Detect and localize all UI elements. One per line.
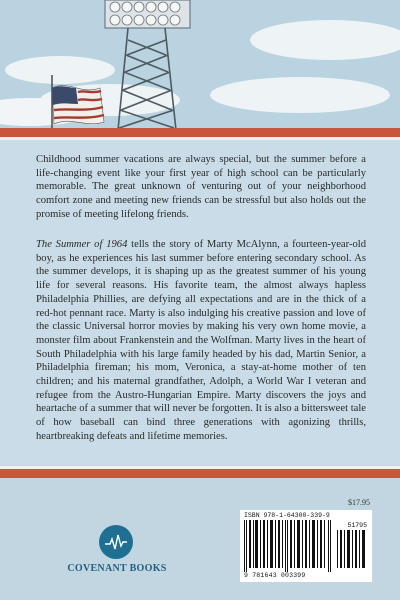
blurb-paragraph-2 (36, 238, 366, 444)
ean-number: 9 781643 003399 (244, 572, 306, 579)
bottom-stripe (0, 469, 400, 478)
ean-barcode-bars (244, 520, 332, 572)
stadium-light-illustration (0, 0, 400, 140)
publisher-logo (62, 525, 172, 585)
blurb-paragraph-2-text: tells the story of Marty McAlynn, a fourteen-year-old boy, as he experiences his last summer before entering secondary school. As the summer develops, it is shaping up as the greatest summer of his young life for several reasons. His favorite team, the almost always hapless Philadelphia Phillies, are defying all expectations and are in the thick of a red-hot pennant race. Marty is also indulging his creative passion and love of the classic Universal horror movies by making his very own home movie, a monster film about Frankenstein and the Wolfman. Marty lives in the heart of South Philadelphia with his large family headed by his dad, Martin Senior, a Philadelphia fireman; his mom, Veronica, a stay-at-home mother of ten children; and his maternal grandfather, Adolph, a World War I veteran and refugee from the Austro-Hungarian Empire. Marty discovers the joys and heartache of a summer that will never be forgotten. It is also a bittersweet tale of how baseball can bind three generations with agonizing thrills, heartbreaking defeats and lifetime memories. (36, 239, 367, 442)
publisher-logo-icon (99, 525, 133, 559)
price-label: $17.95 (348, 498, 370, 507)
price-code: 51795 (347, 522, 367, 529)
book-title-italic: The Summer of 1964 (36, 239, 128, 250)
publisher-name: COVENANT BOOKS (67, 563, 167, 574)
isbn-number: ISBN 978-1-64300-339-9 (244, 512, 330, 519)
isbn-barcode (240, 510, 372, 582)
top-stripe (0, 128, 400, 137)
cover-top-illustration (0, 0, 400, 140)
blurb-paragraph-1: Childhood summer vacations are always special, but the summer before a life-changing event like your first year of high school can be particularly memorable. The great unknown of venturing out of your neighborhood comfort zone and meeting new friends can be stressful but also holds out the promise of meeting lifelong friends. (36, 154, 366, 220)
price-addon-bars (337, 530, 367, 568)
